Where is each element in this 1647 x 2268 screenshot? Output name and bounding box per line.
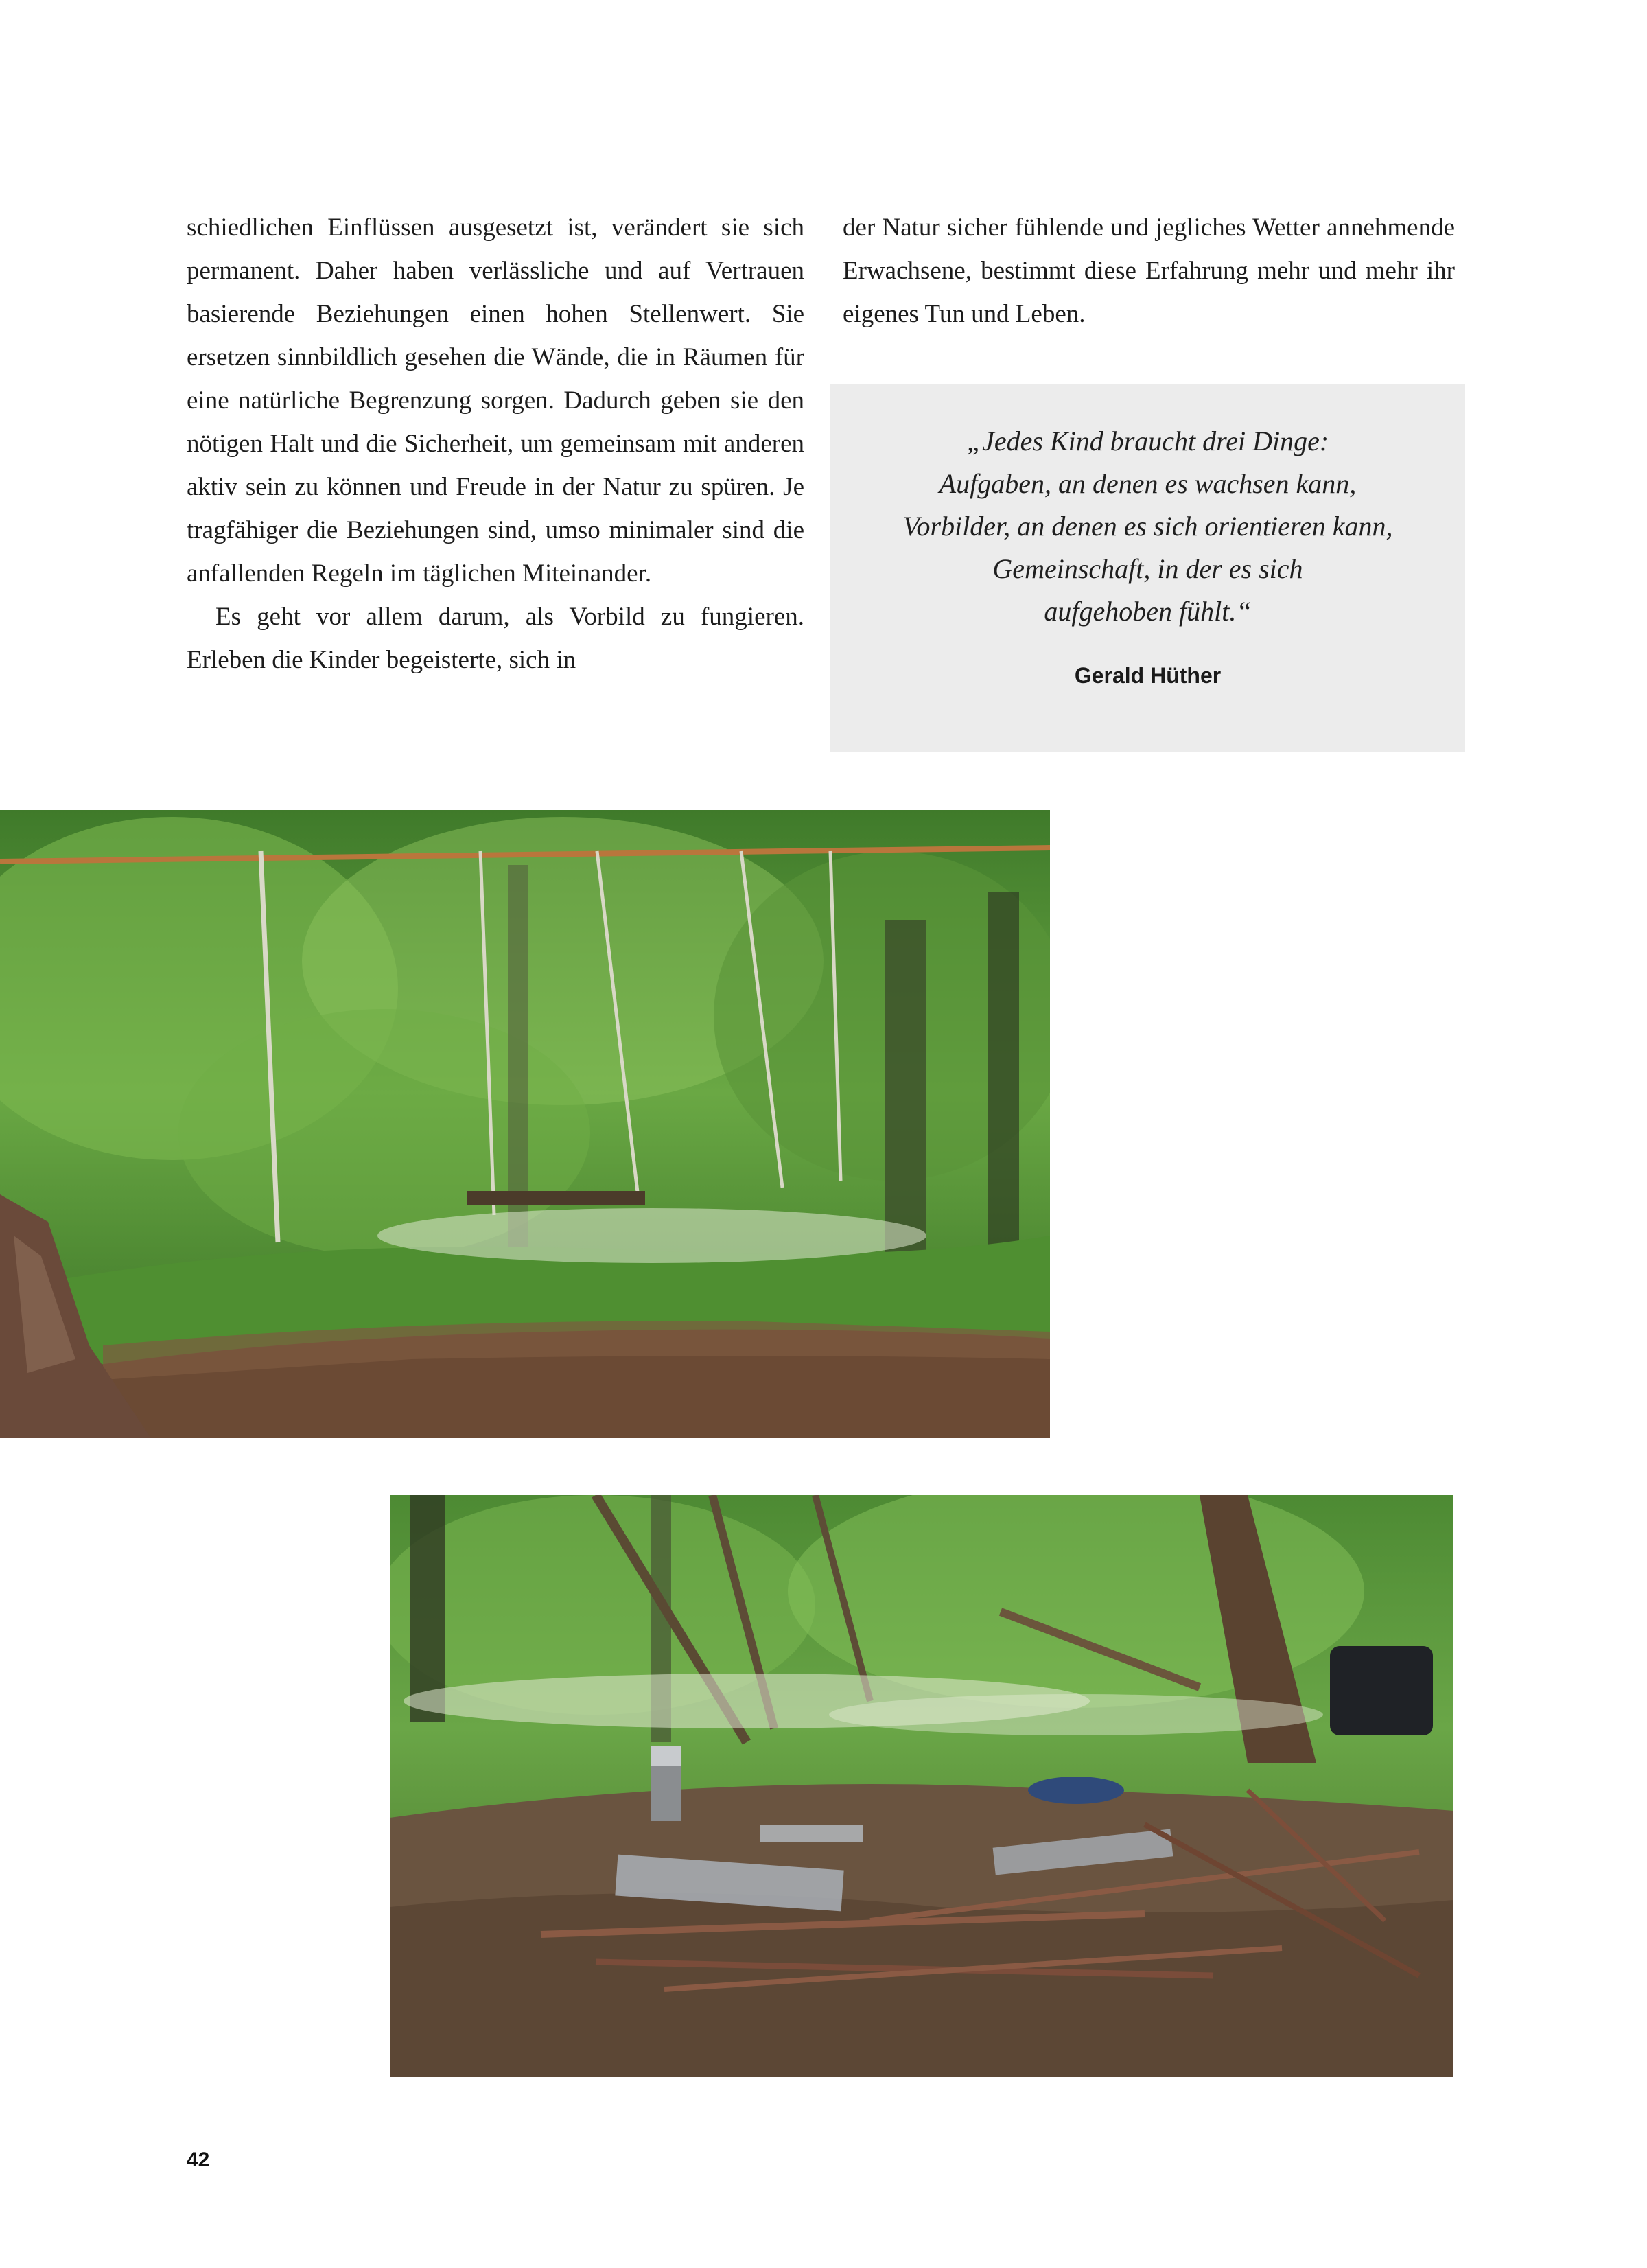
forest-swings-photo	[0, 810, 1050, 1438]
body-paragraph: Es geht vor allem darum, als Vorbild zu fungieren. Erleben die Kinder begeisterte, sich in	[187, 603, 804, 674]
quote-line: aufgehoben fühlt.“	[1044, 596, 1252, 627]
text-column-right	[843, 206, 1455, 336]
text-column-left	[187, 206, 804, 682]
quote-author: Gerald Hüther	[1074, 663, 1222, 688]
quote-line: „Jedes Kind braucht drei Dinge:	[966, 426, 1329, 456]
quote-line: Aufgaben, an denen es wachsen kann,	[939, 468, 1357, 499]
body-paragraph: der Natur sicher fühlende und jegliches Wetter annehmende Erwachsene, bestimmt diese Erfahrung mehr und mehr ihr eigenes Tun und Leben.	[843, 213, 1455, 328]
quote-line: Vorbilder, an denen es sich orientieren kann,	[902, 511, 1393, 542]
quote-text	[830, 420, 1465, 633]
page-number: 42	[187, 2149, 210, 2171]
forest-clearing-photo	[390, 1495, 1453, 2077]
quote-box	[830, 384, 1465, 752]
body-paragraph: schiedlichen Einflüssen ausgesetzt ist, verändert sie sich permanent. Daher haben verlässliche und auf Vertrauen basierende Beziehungen einen hohen Stellenwert. Sie ersetzen sinnbildlich gesehen die Wände, die in Räumen für eine natürliche Begrenzung sorgen. Dadurch geben sie den nötigen Halt und die Sicherheit, um gemeinsam mit anderen aktiv sein zu können und Freude in der Natur zu spüren. Je tragfähiger die Beziehungen sind, umso minimaler sind die anfallenden Regeln im täglichen Miteinander.	[187, 213, 804, 588]
quote-line: Gemeinschaft, in der es sich	[992, 553, 1303, 584]
